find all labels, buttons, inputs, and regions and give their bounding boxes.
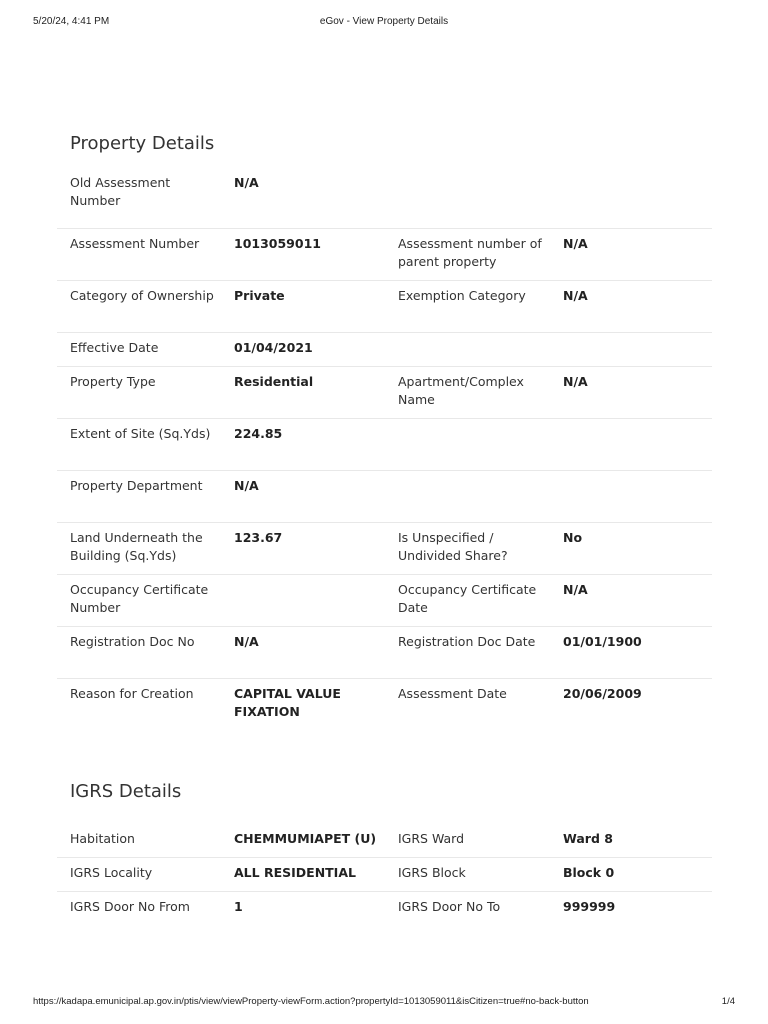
print-page-title: eGov - View Property Details [319,16,449,27]
field-label: Is Unspecified / Undivided Share? [398,530,508,563]
field-value: N/A [563,582,588,597]
field-value: 1 [234,899,243,914]
field-value: Private [234,288,285,303]
field-label: Reason for Creation [70,686,194,701]
field-label: IGRS Locality [70,865,153,880]
property-details-table [57,174,712,731]
field-label: Assessment Number [70,236,200,251]
field-value: N/A [563,374,588,389]
field-value: 123.67 [234,530,283,545]
field-value: 224.85 [234,426,283,441]
print-footer [33,996,735,1010]
field-label: Land Underneath the Building (Sq.Yds) [70,530,203,563]
field-value: N/A [563,236,588,251]
field-value: N/A [234,634,259,649]
field-value: 1013059011 [234,236,321,251]
field-label: Exemption Category [398,288,526,303]
field-value: ALL RESIDENTIAL [234,865,356,880]
field-value: Ward 8 [563,831,613,846]
field-value: CAPITAL VALUE FIXATION [234,686,341,719]
table-row [57,229,712,281]
table-row [57,367,712,419]
table-row [57,679,712,731]
field-label: Effective Date [70,340,159,355]
field-label: Old Assessment Number [70,175,171,208]
field-label: Habitation [70,831,135,846]
field-label: Property Department [70,478,203,493]
field-label: Registration Doc No [70,634,195,649]
table-row [57,333,712,367]
table-row [57,892,712,926]
table-row [57,858,712,892]
field-label: Apartment/Complex Name [398,374,524,407]
field-label: Registration Doc Date [398,634,536,649]
table-row [57,174,712,229]
field-label: IGRS Door No From [70,899,190,914]
print-header [33,16,735,30]
field-value: 999999 [563,899,616,914]
table-row [57,627,712,679]
table-row [57,281,712,333]
property-details-title: Property Details [70,133,215,154]
field-value: CHEMMUMIAPET (U) [234,831,377,846]
field-value: No [563,530,583,545]
field-value: Residential [234,374,314,389]
table-row [57,818,712,858]
field-value: 01/01/1900 [563,634,642,649]
field-label: Assessment number of parent property [398,236,542,269]
field-value: Block 0 [563,865,615,880]
field-value: N/A [234,478,259,493]
igrs-details-table [57,818,712,926]
field-label: Occupancy Certificate Date [398,582,537,615]
print-page-number: 1/4 [721,996,735,1007]
table-row [57,523,712,575]
field-label: Category of Ownership [70,288,214,303]
field-value: N/A [234,175,259,190]
igrs-details-title: IGRS Details [70,781,182,802]
field-label: Assessment Date [398,686,507,701]
field-label: IGRS Ward [398,831,465,846]
field-label: Occupancy Certificate Number [70,582,209,615]
field-label: Property Type [70,374,156,389]
field-value: 01/04/2021 [234,340,313,355]
igrs-details-section [57,780,712,926]
field-label: IGRS Door No To [398,899,501,914]
print-datetime: 5/20/24, 4:41 PM [33,16,110,27]
print-url[interactable]: https://kadapa.emunicipal.ap.gov.in/ptis/view/viewProperty-viewForm.action?propertyId=1013059011&isCitizen=true#no-back-button [33,996,589,1007]
property-details-section [57,132,712,731]
field-label: IGRS Block [398,865,466,880]
table-row [57,471,712,523]
field-value: N/A [563,288,588,303]
field-value: 20/06/2009 [563,686,642,701]
table-row [57,575,712,627]
table-row [57,419,712,471]
field-label: Extent of Site (Sq.Yds) [70,426,211,441]
